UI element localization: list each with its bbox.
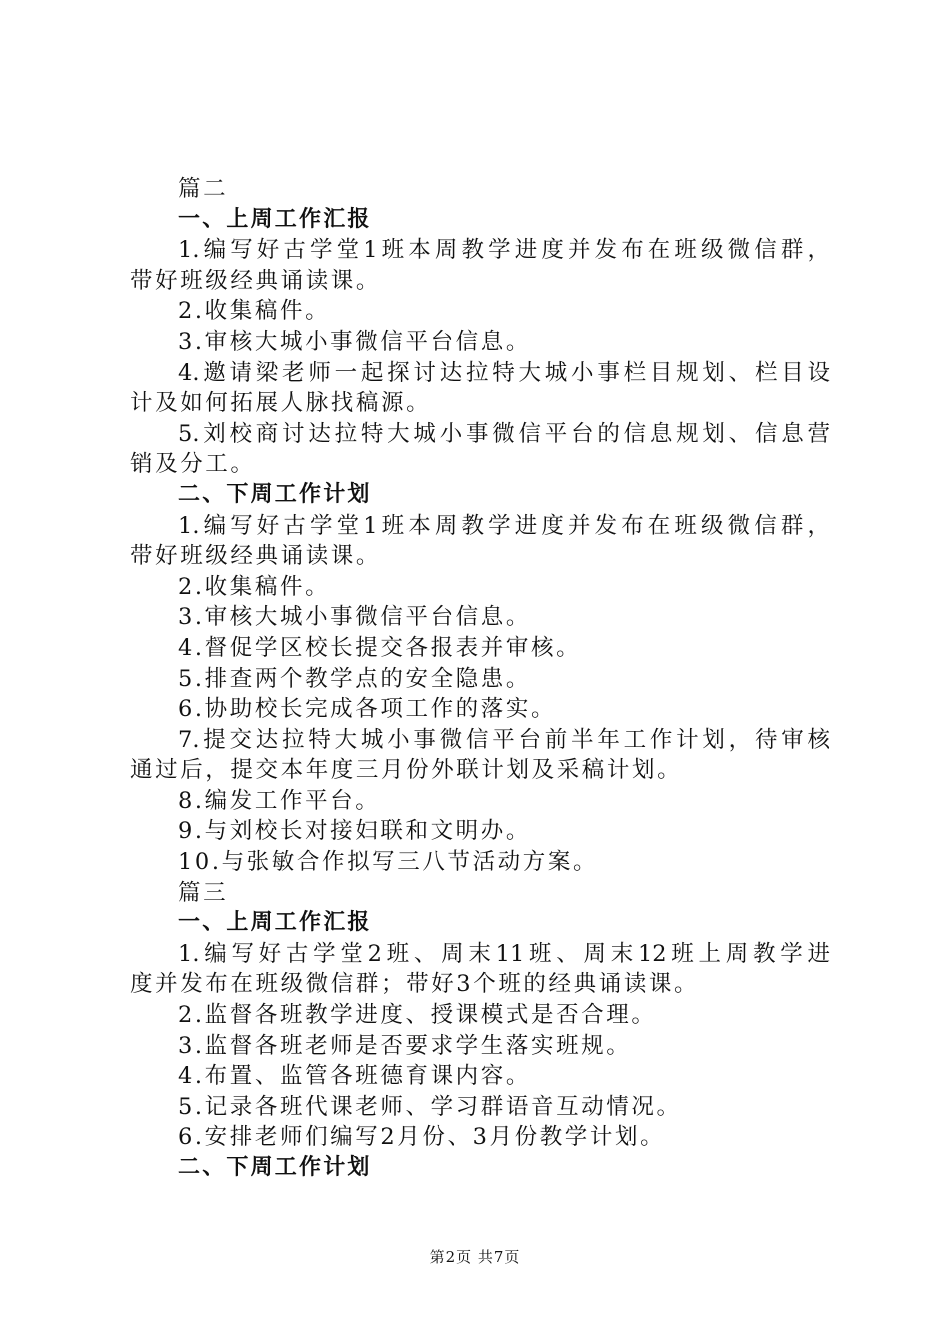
paragraph-line: 4.邀请梁老师一起探讨达拉特大城小事栏目规划、栏目设 (178, 359, 830, 386)
paragraph-line: 1.编写好古学堂1班本周教学进度并发布在班级微信群， (178, 512, 830, 539)
heading: 一、上周工作汇报 (178, 910, 372, 936)
paragraph-line: 1.编写好古学堂1班本周教学进度并发布在班级微信群， (178, 237, 830, 264)
section-title: 篇二 (178, 176, 229, 202)
paragraph-line: 3.审核大城小事微信平台信息。 (178, 604, 531, 631)
heading: 二、下周工作计划 (178, 481, 372, 507)
paragraph-line: 3.监督各班老师是否要求学生落实班规。 (178, 1032, 632, 1059)
page-footer: 第2页 共7页 (429, 1248, 521, 1266)
paragraph-line: 带好班级经典诵读课。 (130, 267, 382, 294)
paragraph-line: 10.与张敏合作拟写三八节活动方案。 (178, 849, 599, 876)
paragraph-line: 4.布置、监管各班德育课内容。 (178, 1063, 531, 1090)
section-title: 篇三 (178, 879, 229, 906)
paragraph-line: 3.审核大城小事微信平台信息。 (178, 328, 531, 355)
paragraph-line: 5.排查两个教学点的安全隐患。 (178, 665, 531, 692)
paragraph-line: 2.收集稿件。 (178, 298, 331, 325)
paragraph-line: 6.安排老师们编写2月份、3月份教学计划。 (178, 1124, 666, 1151)
paragraph-line: 6.协助校长完成各项工作的落实。 (178, 696, 557, 723)
paragraph-line: 2.监督各班教学进度、授课模式是否合理。 (178, 1002, 657, 1029)
paragraph-line: 8.编发工作平台。 (178, 787, 381, 814)
paragraph-line: 带好班级经典诵读课。 (130, 543, 382, 570)
paragraph-line: 7.提交达拉特大城小事微信平台前半年工作计划，待审核 (178, 726, 830, 753)
heading: 一、上周工作汇报 (178, 206, 372, 232)
paragraph-line: 度并发布在班级微信群；带好3个班的经典诵读课。 (130, 971, 700, 998)
paragraph-line: 销及分工。 (130, 451, 256, 478)
paragraph-line: 计及如何拓展人脉找稿源。 (130, 390, 432, 417)
paragraph-line: 9.与刘校长对接妇联和文明办。 (178, 818, 531, 845)
paragraph-line: 4.督促学区校长提交各报表并审核。 (178, 634, 582, 661)
document-body (130, 174, 830, 1184)
heading: 二、下周工作计划 (178, 1155, 372, 1180)
paragraph-line: 5.刘校商讨达拉特大城小事微信平台的信息规划、信息营 (178, 420, 830, 447)
paragraph-line: 5.记录各班代课老师、学习群语音互动情况。 (178, 1093, 682, 1120)
paragraph-line: 2.收集稿件。 (178, 573, 331, 600)
paragraph-line: 1.编写好古学堂2班、周末11班、周末12班上周教学进 (178, 940, 830, 967)
paragraph-line: 通过后，提交本年度三月份外联计划及采稿计划。 (130, 757, 683, 784)
